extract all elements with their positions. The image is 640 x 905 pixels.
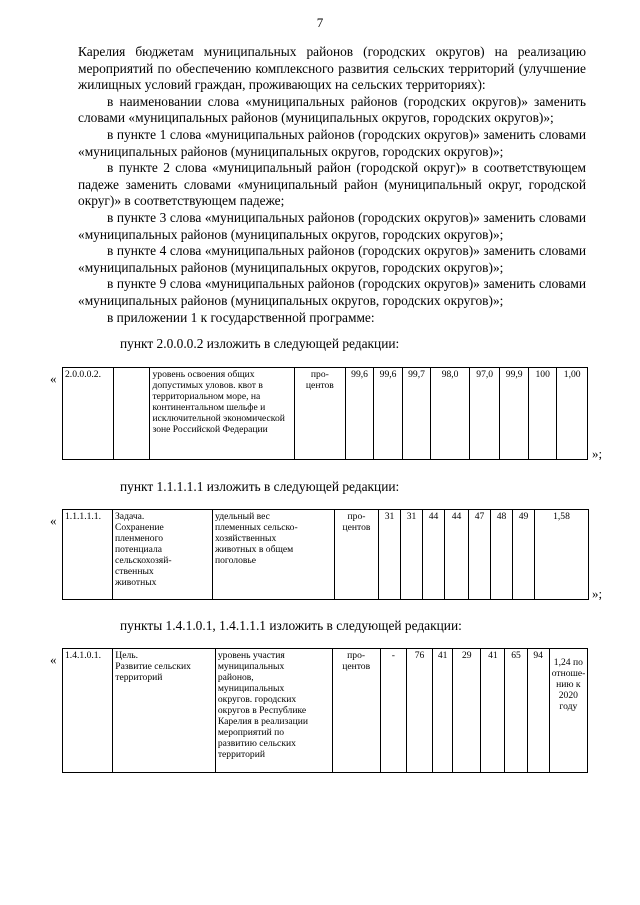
row-value: 94 [527,649,549,773]
open-quote: « [50,371,57,386]
row-indicator: уровень освоения общих допустимых уловов. квот в территориальном море, на континентальном шельфе и исключительной экономической зоне Российской Федерации [150,368,294,460]
paragraph: в пункте 1 слова «муниципальных районов (городских округов)» заменить словами «муниципальных районов (муниципальных округов, городских округов)»; [78,126,586,159]
row-value: 41 [481,649,505,773]
paragraph: в приложении 1 к государственной программе: [107,309,375,325]
row-value: 97,0 [469,368,500,460]
row-value: 31 [379,510,401,600]
row-value: 1,24 по отноше- нию к 2020 году [549,649,587,773]
row-value: 1,58 [535,510,589,600]
row-value: 100 [528,368,556,460]
row-unit: про- центов [332,649,380,773]
paragraph: в пункте 9 слова «муниципальных районов (городских округов)» заменить словами «муниципальных районов (муниципальных округов, городских округов)»; [78,276,586,308]
row-value: 99,7 [402,368,430,460]
section-heading: пункты 1.4.1.0.1, 1.4.1.1.1 изложить в следующей редакции: [120,618,462,633]
table-row [63,649,588,773]
paragraph: Карелия бюджетам муниципальных районов (городских округов) на реализацию мероприятий по обеспечению комплексного развития сельских территорий (улучшение жилищных условий граждан, проживающих на сельских территориях): [78,44,586,93]
indicator-table [62,648,588,773]
indicator-table [62,367,588,460]
paragraph: в наименовании слова «муниципальных районов (городских округов)» заменить словами «муниципальных районов (муниципальных округов, городских округов)»; [78,93,586,126]
row-value: 47 [469,510,491,600]
row-code: 1.1.1.1.1. [63,510,113,600]
paragraph: в пункте 3 слова «муниципальных районов (городских округов)» заменить словами «муниципальных районов (муниципальных округов, городских округов)»; [78,209,586,242]
row-value: 44 [423,510,445,600]
indicator-table [62,509,589,600]
row-value: 48 [491,510,513,600]
row-code: 2.0.0.0.2. [63,368,114,460]
paragraph: в пункте 4 слова «муниципальных районов (городских округов)» заменить словами «муниципальных районов (муниципальных округов, городских округов)»; [78,243,586,275]
row-value: 1,00 [557,368,588,460]
row-value: - [380,649,406,773]
row-value: 65 [505,649,527,773]
open-quote: « [50,652,57,667]
row-indicator: уровень участия муниципальных районов, муниципальных округов. городских округов в Республике Карелия в реализации мероприятий по развитию сельских территорий [215,649,332,773]
table-row [63,510,589,600]
section-heading: пункт 1.1.1.1.1 изложить в следующей редакции: [120,479,400,494]
open-quote: « [50,513,57,528]
row-unit: про- центов [335,510,379,600]
section-heading: пункт 2.0.0.0.2 изложить в следующей редакции: [120,336,400,351]
amendment-text [78,44,586,326]
close-quote: »; [592,446,603,461]
row-value: 99,9 [500,368,528,460]
paragraph: в пункте 2 слова «муниципальный район (городской округ)» в соответствующем падеже заменить словами «муниципальный район (муниципальный округ, городской округ)» в соответствующем падеже; [78,160,586,209]
page-number: 7 [316,15,324,30]
row-unit: про- центов [294,368,345,460]
row-value: 99,6 [374,368,402,460]
row-value: 98,0 [431,368,470,460]
row-value: 29 [453,649,481,773]
row-value: 41 [433,649,453,773]
row-indicator: удельный вес племенных сельско- хозяйственных животных в общем поголовье [213,510,335,600]
row-code: 1.4.1.0.1. [63,649,113,773]
row-value: 44 [445,510,469,600]
row-value: 31 [401,510,423,600]
row-value: 49 [513,510,535,600]
row-goal: Цель. Развитие сельских территорий [113,649,216,773]
row-goal [113,368,150,460]
table-row [63,368,588,460]
row-value: 99,6 [345,368,373,460]
close-quote: »; [592,586,603,601]
row-goal: Задача. Сохранение пленменого потенциала сельскохозяй- ственных животных [113,510,213,600]
row-value: 76 [406,649,432,773]
